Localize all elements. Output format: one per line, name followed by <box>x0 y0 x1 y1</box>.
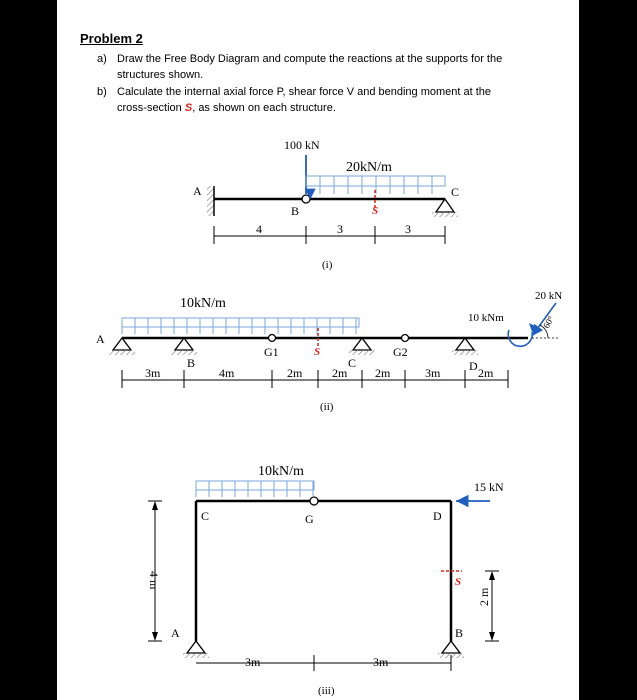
structure-iii <box>147 464 504 697</box>
ground-a-ii <box>109 350 135 355</box>
dim-ii-7: 2m <box>478 366 494 380</box>
dim-i-2: 3 <box>337 222 343 236</box>
udl-10-box-iii <box>196 481 314 490</box>
label-a-ii: A <box>96 332 105 346</box>
label-g-iii: G <box>305 512 314 526</box>
dim-i-1: 4 <box>256 222 262 236</box>
ground-c-ii <box>349 350 375 355</box>
label-c-ii: C <box>348 356 357 370</box>
pin-support-c <box>436 199 454 212</box>
dim-left-label: 3m <box>245 655 261 669</box>
udl-10-arrows-ii <box>122 318 356 334</box>
dim-right-label: 3m <box>373 655 389 669</box>
label-b-iii: B <box>455 626 464 640</box>
caption-i: (i) <box>322 259 333 271</box>
pin-support-d-ii <box>456 338 474 350</box>
udl-10-label-ii: 10kN/m <box>180 296 226 311</box>
moment-10-label: 10 kNm <box>468 312 504 324</box>
label-c-i: C <box>451 185 460 199</box>
dim-i-3: 3 <box>405 222 411 236</box>
label-s-i: S <box>372 205 379 217</box>
item-b-label: b) <box>97 86 107 98</box>
label-g2: G2 <box>393 345 408 359</box>
caption-ii: (ii) <box>320 401 334 413</box>
item-a-line2: structures shown. <box>117 69 204 81</box>
pin-support-a-ii <box>113 338 131 350</box>
pin-support-a-iii <box>187 641 205 653</box>
pin-support-b-ii <box>175 338 193 350</box>
dim-s-label: 2 m <box>477 587 491 606</box>
item-a-line1: Draw the Free Body Diagram and compute the reactions at the supports for the <box>117 53 503 65</box>
label-b-ii: B <box>187 356 196 370</box>
item-a-label: a) <box>97 53 107 65</box>
udl-20-label: 20kN/m <box>346 160 392 175</box>
item-b-line1: Calculate the internal axial force P, shear force V and bending moment at the <box>117 86 492 98</box>
point-load-100-label: 100 kN <box>284 138 320 152</box>
dim-ii-4: 2m <box>332 366 348 380</box>
label-s-ii: S <box>314 346 321 358</box>
label-d-iii: D <box>433 509 442 523</box>
problem-title: Problem 2 <box>80 31 143 46</box>
udl-20-arrows <box>320 176 432 194</box>
udl-10-label-iii: 10kN/m <box>258 464 304 479</box>
structure-i <box>193 138 459 271</box>
pin-support-c-ii <box>353 338 371 350</box>
label-s-iii: S <box>455 576 462 588</box>
point-load-15-label: 15 kN <box>474 480 504 494</box>
fixed-wall-a <box>207 186 214 216</box>
angle-60-label: 60° <box>541 314 557 330</box>
hinge-g <box>310 497 318 505</box>
hinge-g1 <box>269 335 276 342</box>
structure-ii <box>96 290 562 413</box>
ground-d-ii <box>452 350 478 355</box>
dim-height-label: 4 m <box>147 571 161 590</box>
label-d-ii: D <box>469 359 478 373</box>
udl-10-box-ii <box>122 318 359 327</box>
label-b-i: B <box>291 204 300 218</box>
item-b-line2-post: , as shown on each structure. <box>192 102 336 114</box>
ground-b-ii <box>171 350 197 355</box>
udl-10-arrows-iii <box>196 481 313 497</box>
dim-ii-5: 2m <box>375 366 391 380</box>
label-c-iii: C <box>201 509 210 523</box>
dim-ii-2: 4m <box>219 366 235 380</box>
pin-support-b-iii <box>442 641 460 653</box>
hinge-g2 <box>402 335 409 342</box>
label-a-iii: A <box>171 626 180 640</box>
ground-a-iii <box>183 653 209 658</box>
ground-c <box>432 212 458 217</box>
dim-ii-1: 3m <box>145 366 161 380</box>
caption-iii: (iii) <box>318 685 335 697</box>
item-b-line2-pre: cross-section <box>117 102 185 114</box>
point-load-20-label: 20 kN <box>535 290 563 302</box>
dim-ii-3: 2m <box>287 366 303 380</box>
section-s-marker: S <box>184 102 193 114</box>
label-a-i: A <box>193 184 202 198</box>
hinge-b <box>302 195 310 203</box>
dim-ii-6: 3m <box>425 366 441 380</box>
label-g1: G1 <box>264 345 279 359</box>
